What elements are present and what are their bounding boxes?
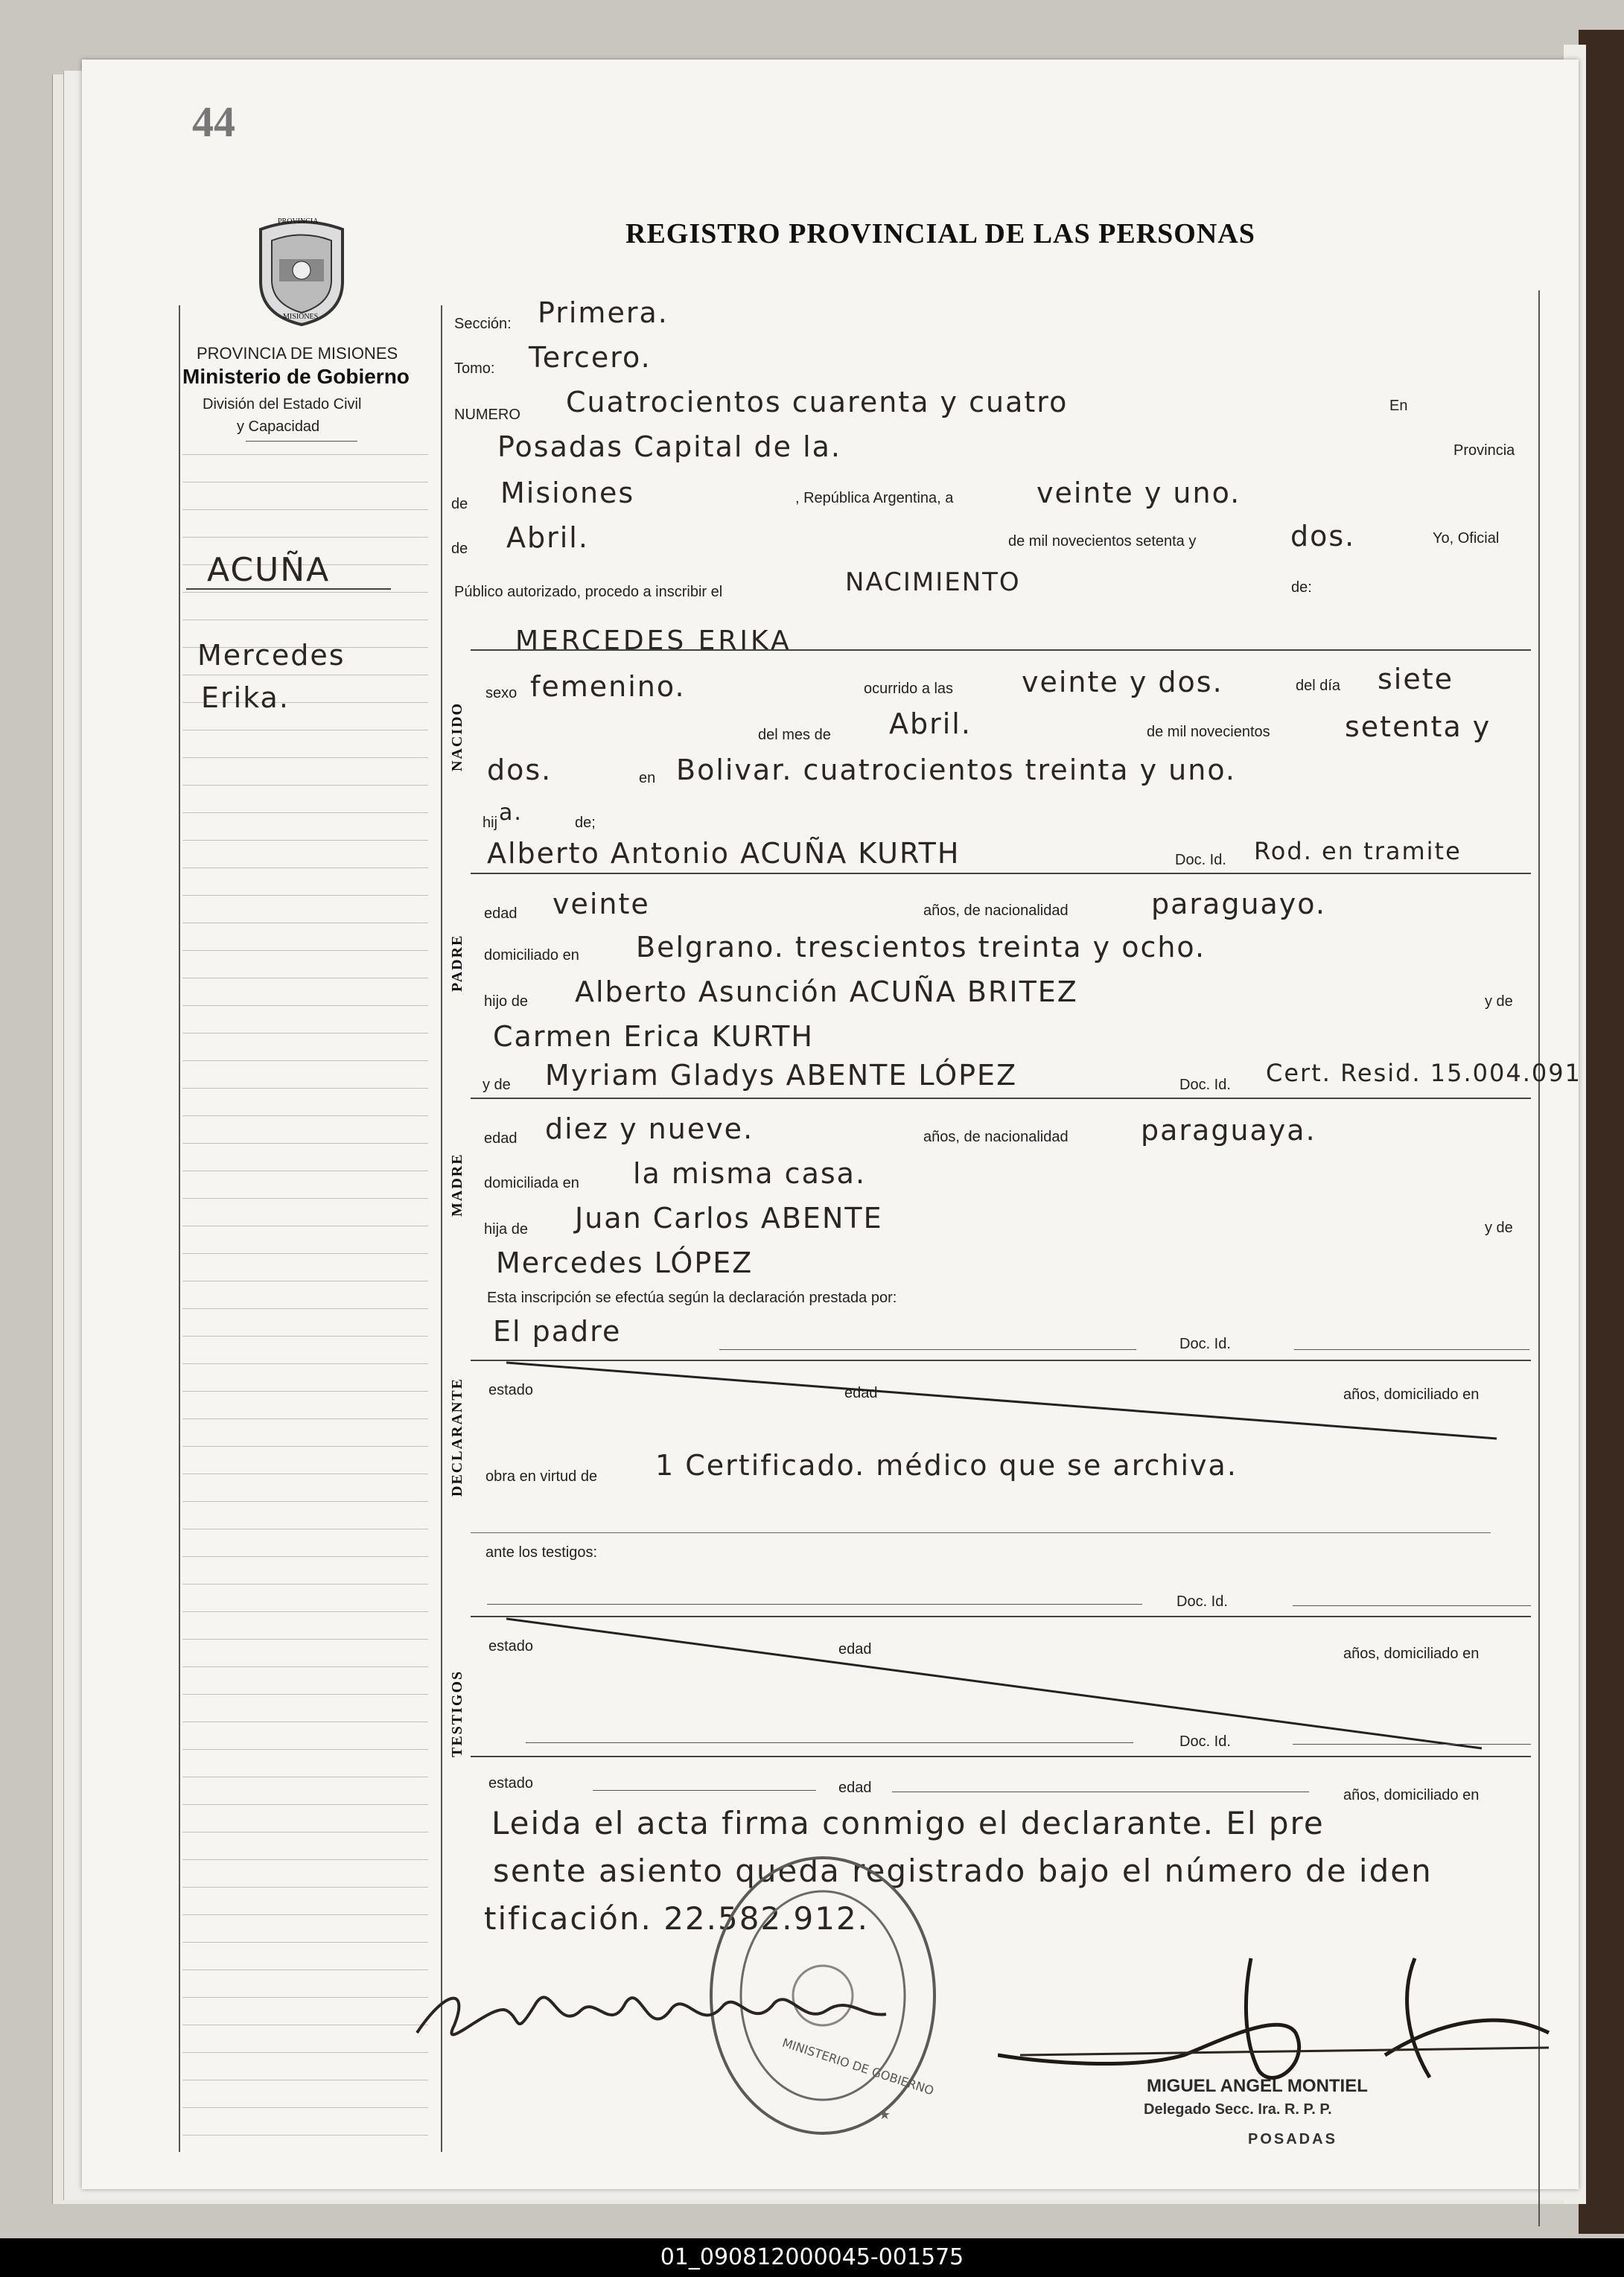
margin-rule-line xyxy=(182,1556,428,1557)
margin-rule-line xyxy=(182,2107,428,2108)
rule-testigo2-name xyxy=(526,1742,1133,1743)
institution-division-2: y Capacidad xyxy=(237,418,320,435)
margin-rule-line xyxy=(182,1859,428,1860)
margin-rule-line xyxy=(182,1666,428,1667)
margin-rule-line xyxy=(182,785,428,786)
label-declarante-estado: estado xyxy=(488,1382,534,1398)
margin-given-1: Mercedes xyxy=(197,639,346,672)
declarant-signature-icon xyxy=(402,1943,908,2077)
value-anio-nac-b: dos. xyxy=(487,754,553,786)
value-abuela-pat: Carmen Erica KURTH xyxy=(493,1020,814,1053)
margin-rule-line xyxy=(182,1363,428,1364)
rule-testigo2-estado xyxy=(593,1790,816,1791)
value-tomo: Tercero. xyxy=(529,341,652,374)
declarante-strike-line xyxy=(506,1360,1504,1442)
label-hijo-de: hijo de xyxy=(484,993,528,1010)
margin-rule-line xyxy=(182,840,428,841)
margin-rule-line xyxy=(182,1997,428,1998)
margin-given-2: Erika. xyxy=(201,681,290,714)
label-de-semi: de; xyxy=(575,815,596,831)
value-lugar: Posadas Capital de la. xyxy=(497,430,841,463)
institution-underline xyxy=(246,441,357,442)
margin-rule-line xyxy=(182,1749,428,1750)
footer-image-id: 01_090812000045-001575 xyxy=(0,2238,1624,2277)
label-y-de-mat: y de xyxy=(1485,1220,1513,1236)
label-testigo2-doc: Doc. Id. xyxy=(1179,1733,1231,1750)
section-label-nacido: NACIDO xyxy=(449,701,465,771)
rule-testigo1-name xyxy=(487,1604,1142,1605)
section-label-declarante: DECLARANTE xyxy=(449,1377,465,1497)
section-label-madre: MADRE xyxy=(449,1153,465,1217)
rule-madre xyxy=(471,1098,1531,1099)
label-ocurrido: ocurrido a las xyxy=(864,681,954,697)
margin-rule-line xyxy=(182,1391,428,1392)
value-abuela-mat: Mercedes LÓPEZ xyxy=(496,1246,754,1279)
rule-declarante-name xyxy=(719,1349,1136,1350)
label-del-dia: del día xyxy=(1296,678,1341,694)
label-en: En xyxy=(1389,398,1408,414)
margin-rule-line xyxy=(182,1969,428,1970)
value-fecha-dia: veinte y uno. xyxy=(1037,477,1241,509)
margin-rule-line xyxy=(182,2135,428,2136)
margin-rule-line xyxy=(182,950,428,951)
rule-declarante-doc xyxy=(1294,1349,1529,1350)
value-mes: Abril. xyxy=(506,521,589,554)
frame-right xyxy=(1538,290,1540,2226)
label-padre-doc: Doc. Id. xyxy=(1175,852,1226,868)
rule-testigo1-doc xyxy=(1293,1605,1531,1606)
label-madre-doc: Doc. Id. xyxy=(1179,1077,1231,1093)
value-abuelo-pat: Alberto Asunción ACUÑA BRITEZ xyxy=(575,975,1078,1008)
label-testigo1-doc: Doc. Id. xyxy=(1176,1593,1228,1610)
label-padre-dom: domiciliado en xyxy=(484,947,579,964)
margin-rule-line xyxy=(182,1584,428,1585)
label-republica: , República Argentina, a xyxy=(795,490,954,506)
margin-rule-line xyxy=(182,592,428,593)
note-line-2: sente asiento queda registrado bajo el número de iden xyxy=(493,1853,1433,1889)
label-obra: obra en virtud de xyxy=(485,1468,598,1485)
note-line-3: tificación. 22.582.912. xyxy=(484,1900,870,1937)
stamp-official-name: MIGUEL ANGEL MONTIEL xyxy=(1147,2076,1368,2096)
margin-surname-underline xyxy=(186,588,391,590)
document-header: REGISTRO PROVINCIAL DE LAS PERSONAS xyxy=(625,218,1255,249)
stamp-official-title: Delegado Secc. Ira. R. P. P. xyxy=(1144,2101,1332,2118)
svg-text:★: ★ xyxy=(879,2107,891,2123)
label-declarante-dom: años, domiciliado en xyxy=(1343,1386,1480,1403)
label-y-de-pat: y de xyxy=(1485,993,1513,1010)
margin-rule-line xyxy=(182,757,428,758)
margin-rule-line xyxy=(182,482,428,483)
rule-padre xyxy=(471,873,1531,874)
label-en-nac: en xyxy=(639,770,656,786)
margin-rule-line xyxy=(182,1418,428,1419)
label-testigo2-dom: años, domiciliado en xyxy=(1343,1787,1480,1803)
margin-rule-line xyxy=(182,867,428,868)
value-madre-nombre: Myriam Gladys ABENTE LÓPEZ xyxy=(545,1059,1018,1092)
value-anio: dos. xyxy=(1290,520,1356,552)
value-abuelo-mat: Juan Carlos ABENTE xyxy=(575,1202,883,1235)
margin-rule-line xyxy=(182,812,428,813)
label-de-1: de xyxy=(451,496,468,512)
value-dia: siete xyxy=(1378,663,1454,695)
institution-ministry: Ministerio de Gobierno xyxy=(182,365,410,388)
label-tomo: Tomo: xyxy=(454,360,495,377)
margin-rule-line xyxy=(182,1501,428,1502)
label-madre-nac: años, de nacionalidad xyxy=(923,1129,1069,1145)
label-y-de-madre: y de xyxy=(483,1077,511,1093)
label-sexo: sexo xyxy=(485,685,518,701)
stamp-official-city: POSADAS xyxy=(1248,2131,1337,2147)
label-hij: hij xyxy=(483,815,498,831)
label-numero: NUMERO xyxy=(454,407,520,423)
label-madre-dom: domiciliada en xyxy=(484,1175,579,1191)
margin-rule-line xyxy=(182,454,428,455)
margin-rule-line xyxy=(182,1115,428,1116)
margin-rule-line xyxy=(182,537,428,538)
label-de-mil: de mil novecientos setenta y xyxy=(1008,533,1197,550)
label-testigo1-estado: estado xyxy=(488,1638,534,1655)
margin-rule-line xyxy=(182,509,428,510)
value-nombre: MERCEDES ERIKA xyxy=(515,625,792,656)
margin-rule-line xyxy=(182,1253,428,1254)
margin-rule-line xyxy=(182,1033,428,1034)
value-mes-nac: Abril. xyxy=(889,707,972,740)
margin-rule-line xyxy=(182,2052,428,2053)
value-sexo: femenino. xyxy=(530,670,686,703)
margin-rule-line xyxy=(182,1914,428,1915)
value-lugar-nac: Bolivar. cuatrocientos treinta y uno. xyxy=(676,754,1237,786)
margin-rule-line xyxy=(182,1308,428,1309)
rule-testigo2-doc xyxy=(1293,1744,1531,1745)
margin-rule-line xyxy=(182,1942,428,1943)
provincial-seal-icon xyxy=(253,214,350,326)
label-ante: ante los testigos: xyxy=(485,1544,598,1561)
value-madre-nac: paraguaya. xyxy=(1141,1114,1316,1147)
value-acto: NACIMIENTO xyxy=(845,567,1021,597)
label-yo-oficial: Yo, Oficial xyxy=(1433,530,1500,547)
label-testigo2-estado: estado xyxy=(488,1775,534,1792)
margin-rule-line xyxy=(182,1198,428,1199)
value-numero: Cuatrocientos cuarenta y cuatro xyxy=(566,386,1069,418)
label-seccion: Sección: xyxy=(454,316,512,332)
margin-rule-line xyxy=(182,1611,428,1612)
seal-text-bottom: MISIONES xyxy=(283,313,319,321)
seal-text-top: PROVINCIA xyxy=(278,217,319,226)
rule-nombre xyxy=(471,649,1531,651)
frame-left xyxy=(179,305,180,2152)
label-esta-inscripcion: Esta inscripción se efectúa según la declaración prestada por: xyxy=(487,1290,897,1306)
margin-rule-line xyxy=(182,1143,428,1144)
rule-testigo2 xyxy=(471,1756,1531,1757)
value-declarante: El padre xyxy=(493,1315,622,1348)
margin-rule-line xyxy=(182,1088,428,1089)
label-del-mes: del mes de xyxy=(758,727,831,743)
value-madre-dom: la misma casa. xyxy=(633,1157,867,1190)
section-label-testigos: TESTIGOS xyxy=(449,1669,465,1757)
label-testigo1-edad: edad xyxy=(838,1641,872,1657)
label-hija-de: hija de xyxy=(484,1221,528,1238)
institution-division-1: División del Estado Civil xyxy=(203,396,362,413)
value-provincia: Misiones xyxy=(500,477,635,509)
frame-middle xyxy=(441,305,442,2152)
label-declarante-edad: edad xyxy=(844,1385,878,1401)
label-publico: Público autorizado, procedo a inscribir el xyxy=(454,584,723,600)
rule-obra xyxy=(471,1532,1491,1533)
margin-rule-line xyxy=(182,1060,428,1061)
margin-rule-line xyxy=(182,1887,428,1888)
value-madre-doc: Cert. Resid. 15.004.091 xyxy=(1266,1059,1582,1087)
margin-surname: ACUÑA xyxy=(207,551,331,589)
value-padre-nombre: Alberto Antonio ACUÑA KURTH xyxy=(487,837,961,870)
margin-rule-line xyxy=(182,1804,428,1805)
value-hora: veinte y dos. xyxy=(1022,666,1223,698)
label-testigo2-edad: edad xyxy=(838,1780,872,1796)
value-padre-nac: paraguayo. xyxy=(1151,888,1326,920)
margin-rule-line xyxy=(182,895,428,896)
label-de-2: de xyxy=(451,541,468,557)
page-number: 44 xyxy=(192,98,235,146)
margin-rule-line xyxy=(182,1005,428,1006)
section-label-padre: PADRE xyxy=(449,934,465,992)
value-padre-doc: Rod. en tramite xyxy=(1254,837,1462,865)
testigos-strike-line xyxy=(506,1617,1489,1751)
note-line-1: Leida el acta firma conmigo el declarante. El pre xyxy=(491,1805,1325,1841)
institution-province: PROVINCIA DE MISIONES xyxy=(197,344,398,363)
value-padre-edad: veinte xyxy=(553,888,650,920)
value-anio-nac-a: setenta y xyxy=(1345,710,1491,743)
label-de-colon: de: xyxy=(1291,579,1312,596)
value-padre-dom: Belgrano. trescientos treinta y ocho. xyxy=(636,931,1206,964)
label-madre-edad: edad xyxy=(484,1130,518,1147)
label-padre-nac: años, de nacionalidad xyxy=(923,902,1069,919)
value-certificado: 1 Certificado. médico que se archiva. xyxy=(655,1449,1238,1482)
label-provincia: Provincia xyxy=(1453,442,1515,459)
margin-rule-line xyxy=(182,1446,428,1447)
label-declarante-doc: Doc. Id. xyxy=(1179,1336,1231,1352)
label-de-mil2: de mil novecientos xyxy=(1147,724,1270,740)
margin-rule-line xyxy=(182,1694,428,1695)
round-stamp-text: MINISTERIO DE GOBIERNO xyxy=(780,2035,936,2098)
label-padre-edad: edad xyxy=(484,905,518,922)
value-madre-edad: diez y nueve. xyxy=(545,1112,754,1145)
margin-rule-line xyxy=(182,1639,428,1640)
label-testigo1-dom: años, domiciliado en xyxy=(1343,1646,1480,1662)
margin-rule-line xyxy=(182,1336,428,1337)
value-hij-suffix: a. xyxy=(499,800,523,826)
value-seccion: Primera. xyxy=(538,296,669,329)
